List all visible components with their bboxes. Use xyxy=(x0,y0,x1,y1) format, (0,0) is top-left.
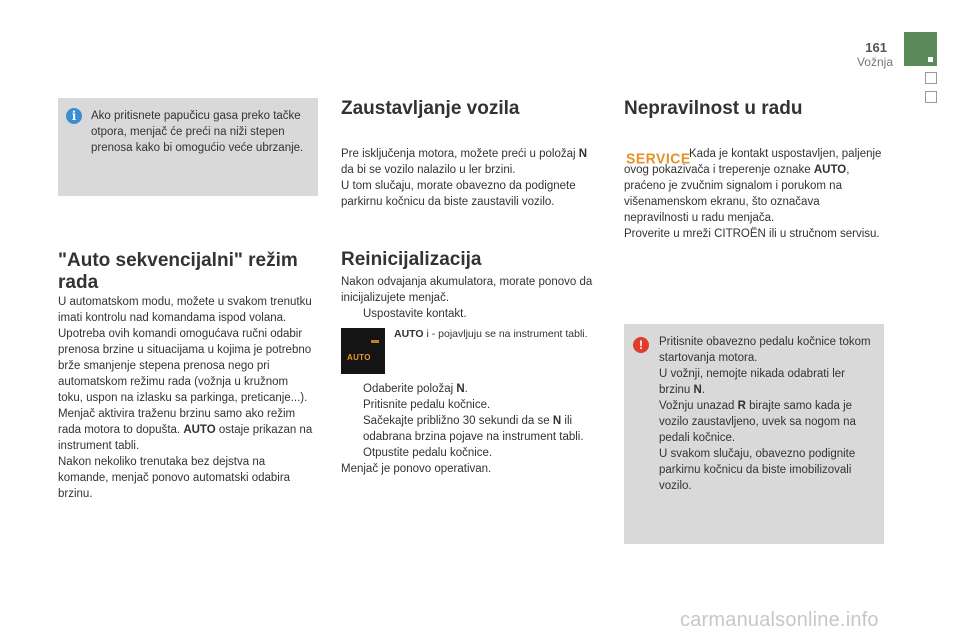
malfunction-title: Nepravilnost u radu xyxy=(624,98,803,119)
warning-l3-end: birajte samo kada je vozilo zaustavljeno, uvek sa nogom na pedali kočnice. xyxy=(659,400,856,444)
display-caption-bold: AUTO xyxy=(394,328,424,340)
stopping-p2: U tom slučaju, morate obavezno da podignete parkirnu kočnicu da biste zaustavili vozilo. xyxy=(341,180,576,208)
reinit-steps xyxy=(341,381,603,477)
auto-mode-p1: U automatskom modu, možete u svakom trenutku imati kontrolu nad komandama ispod volana. xyxy=(58,296,312,324)
stopping-p1-text-end: da bi se vozilo nalazilo u ler brzini. xyxy=(341,164,516,176)
reinit-intro-block xyxy=(341,274,603,322)
warning-l2-text: U vožnji, nemojte nikada odabrati ler brzinu xyxy=(659,368,846,396)
section-name: Vožnja xyxy=(856,55,893,69)
reinit-step-3 xyxy=(341,397,603,413)
reinit-step-2-end: . xyxy=(464,383,468,395)
reinit-step-4-text: Sačekajte približno 30 sekundi da se xyxy=(363,415,553,427)
info-icon: i xyxy=(66,108,82,124)
stopping-p1-bold: N xyxy=(578,148,588,160)
reinit-title: Reinicijalizacija xyxy=(341,249,482,270)
warning-l2-bold: N xyxy=(693,384,702,396)
warning-note-text xyxy=(659,334,874,494)
reinit-step-1-text: Uspostavite kontakt. xyxy=(363,308,467,320)
warning-l2 xyxy=(659,366,874,398)
reinit-step-5 xyxy=(341,445,603,461)
stopping-title: Zaustavljanje vozila xyxy=(341,98,520,119)
page-number: 161 xyxy=(865,40,887,55)
malfunction-p1-text: Kada je kontakt uspostavljen, paljenje ovog pokazivača i treperenje oznake xyxy=(624,148,882,176)
reinit-step-4-end: ili odabrana brzina pojave na instrument tabli. xyxy=(363,415,584,443)
reinit-step-2 xyxy=(341,381,603,397)
reinit-intro: Nakon odvajanja akumulatora, morate ponovo da inicijalizujete menjač. xyxy=(341,276,593,304)
malfunction-p2: Proverite u mreži CITROËN ili u stručnom servisu. xyxy=(624,228,880,240)
auto-mode-p3-text-end: ostaje prikazan na instrument tabli. xyxy=(58,424,313,452)
auto-mode-body xyxy=(58,294,316,502)
instrument-display-image xyxy=(341,328,385,374)
info-note-text: Ako pritisnete papučicu gasa preko tačke otpora, menjač će preći na niži stepen prenosa kako bi omogućio veće ubrzanje. xyxy=(91,110,304,154)
reinit-step-4 xyxy=(341,413,603,445)
chapter-box-1 xyxy=(925,72,937,84)
display-auto-label: AUTO xyxy=(347,353,371,362)
stopping-body xyxy=(341,146,603,210)
auto-mode-p3 xyxy=(58,406,316,454)
warning-l4: U svakom slučaju, obavezno podignite parkirnu kočnicu da biste imobilizovali vozilo. xyxy=(659,448,856,492)
auto-mode-title: "Auto sekvencijalni" režim rada xyxy=(58,250,298,293)
reinit-step-2-bold: N xyxy=(456,383,465,395)
auto-mode-p4: Nakon nekoliko trenutaka bez dejstva na komande, menjač ponovo automatski odabira brzinu. xyxy=(58,456,291,500)
warning-note xyxy=(624,324,884,544)
auto-mode-p3-bold: AUTO xyxy=(183,424,216,436)
malfunction-p1-text-end: , praćeno je zvučnim signalom i porukom na višenamenskom ekranu, što označava nepravilnosti u radu menjača. xyxy=(624,164,850,224)
display-indicator xyxy=(371,340,379,343)
reinit-step-1 xyxy=(341,306,603,322)
reinit-step-2-text: Odaberite položaj xyxy=(363,383,457,395)
service-warning-icon: SERVICE xyxy=(626,149,691,167)
reinit-step-5-text: Otpustite pedalu kočnice. xyxy=(363,447,493,459)
display-caption-text: i - pojavljuju se na instrument tabli. xyxy=(423,328,588,340)
stopping-p1 xyxy=(341,146,603,178)
chapter-tab xyxy=(904,32,937,66)
reinit-step-3-text: Pritisnite pedalu kočnice. xyxy=(363,399,491,411)
info-note xyxy=(58,98,318,196)
warning-l3 xyxy=(659,398,874,446)
watermark: carmanualsonline.info xyxy=(680,609,879,631)
warning-l1: Pritisnite obavezno pedalu kočnice tokom startovanja motora. xyxy=(659,336,871,364)
chapter-box-2 xyxy=(925,91,937,103)
auto-mode-p2: Upotreba ovih komandi omogućava ručni odabir prenosa brzine u situacijama u kojima je potrebno brže smanjenje stepena prenosa nego pri automatskom režimu rada (vožnja u kružnom toku, uspon na izlasku sa parkinga, preticanje...). xyxy=(58,328,312,404)
tab-marker xyxy=(928,57,933,62)
malfunction-p1-bold: AUTO xyxy=(813,164,847,176)
warning-l2-end: . xyxy=(701,384,706,396)
auto-mode-p3-text: Menjač aktivira traženu brzinu samo ako režim rada motora to dopušta. xyxy=(58,408,296,436)
warning-l3-text: Vožnju unazad xyxy=(659,400,738,412)
stopping-p1-text: Pre isključenja motora, možete preći u položaj xyxy=(341,148,579,160)
malfunction-body xyxy=(624,146,886,242)
reinit-step-4-bold: N xyxy=(552,415,562,427)
warning-l3-bold: R xyxy=(737,400,746,412)
reinit-outro: Menjač je ponovo operativan. xyxy=(341,463,492,475)
display-caption xyxy=(394,327,604,341)
warning-icon: ! xyxy=(633,337,649,353)
malfunction-p1 xyxy=(624,146,886,226)
